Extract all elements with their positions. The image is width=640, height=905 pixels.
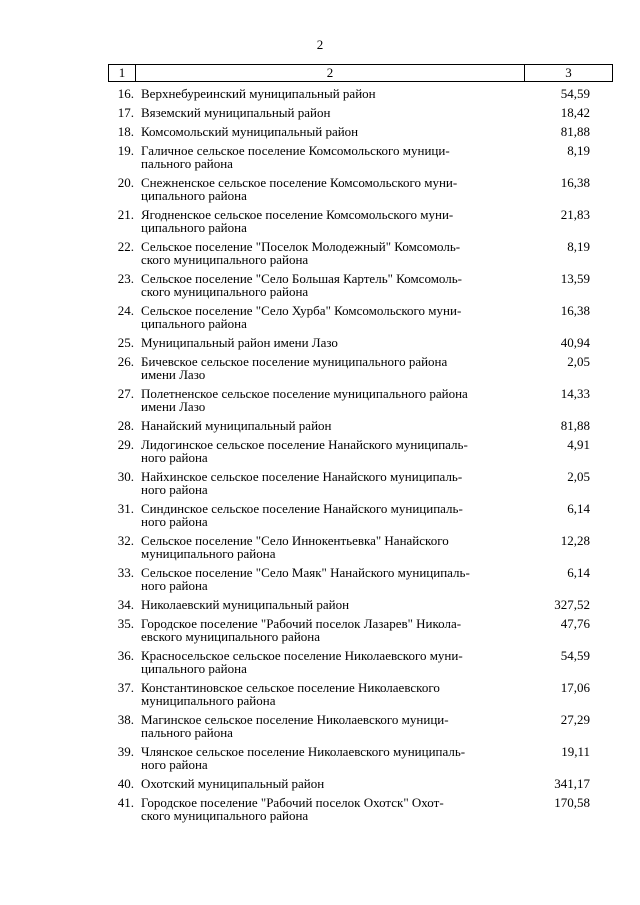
table-row <box>0 745 640 777</box>
row-number: 41. <box>117 795 134 810</box>
table-row <box>0 304 640 336</box>
table-row <box>0 470 640 502</box>
table-row <box>0 336 640 355</box>
row-value: 21,83 <box>560 207 590 222</box>
row-value: 40,94 <box>560 335 590 350</box>
row-name: Лидогинское сельское поселение Нанайского муниципаль- ного района <box>141 437 468 465</box>
row-value: 2,05 <box>567 354 590 369</box>
row-name: Члянское сельское поселение Николаевского муниципаль- ного района <box>141 744 466 772</box>
row-number: 39. <box>117 744 134 759</box>
row-number: 37. <box>117 680 134 695</box>
table-row <box>0 106 640 125</box>
table-row <box>0 649 640 681</box>
table-row <box>0 713 640 745</box>
row-number: 30. <box>117 469 134 484</box>
row-number: 21. <box>117 207 134 222</box>
row-number: 36. <box>117 648 134 663</box>
row-value: 341,17 <box>554 776 590 791</box>
row-number: 31. <box>117 501 134 516</box>
row-name: Синдинское сельское поселение Нанайского муниципаль- ного района <box>141 501 463 529</box>
table-row <box>0 681 640 713</box>
row-name: Магинское сельское поселение Николаевского муници- пального района <box>141 712 449 740</box>
column-header-2: 2 <box>136 65 525 82</box>
row-name: Бичевское сельское поселение муниципального района имени Лазо <box>141 354 448 382</box>
row-name: Ягодненское сельское поселение Комсомольского муни- ципального района <box>141 207 454 235</box>
row-value: 17,06 <box>560 680 590 695</box>
table-row <box>0 387 640 419</box>
row-value: 8,19 <box>567 239 590 254</box>
row-value: 16,38 <box>560 175 590 190</box>
row-value: 81,88 <box>560 124 590 139</box>
row-name: Сельское поселение "Село Большая Картель" Комсомоль- ского муниципального района <box>141 271 463 299</box>
row-number: 25. <box>117 335 134 350</box>
row-name: Сельское поселение "Село Хурба" Комсомольского муни- ципального района <box>141 303 462 331</box>
row-number: 28. <box>117 418 134 433</box>
row-name: Комсомольский муниципальный район <box>141 124 359 139</box>
row-value: 18,42 <box>560 105 590 120</box>
row-name: Николаевский муниципальный район <box>141 597 350 612</box>
table-row <box>0 240 640 272</box>
row-name: Городское поселение "Рабочий поселок Лазарев" Никола- евского муниципального района <box>141 616 462 644</box>
row-value: 13,59 <box>560 271 590 286</box>
row-number: 35. <box>117 616 134 631</box>
table-row <box>0 598 640 617</box>
row-number: 38. <box>117 712 134 727</box>
row-value: 54,59 <box>560 86 590 101</box>
row-name: Найхинское сельское поселение Нанайского муниципаль- ного района <box>141 469 463 497</box>
row-value: 8,19 <box>567 143 590 158</box>
row-value: 4,91 <box>567 437 590 452</box>
table-row <box>0 438 640 470</box>
row-name: Сельское поселение "Село Маяк" Нанайского муниципаль- ного района <box>141 565 470 593</box>
row-name: Галичное сельское поселение Комсомольского муници- пального района <box>141 143 450 171</box>
row-number: 20. <box>117 175 134 190</box>
table-row <box>0 125 640 144</box>
table-row <box>0 144 640 176</box>
table-row <box>0 502 640 534</box>
table-row <box>0 419 640 438</box>
row-name: Красносельское сельское поселение Николаевского муни- ципального района <box>141 648 463 676</box>
page-number: 2 <box>316 37 324 52</box>
row-number: 19. <box>117 143 134 158</box>
row-name: Верхнебуреинский муниципальный район <box>141 86 376 101</box>
row-value: 14,33 <box>560 386 590 401</box>
row-number: 22. <box>117 239 134 254</box>
row-value: 6,14 <box>567 565 590 580</box>
row-value: 2,05 <box>567 469 590 484</box>
row-number: 40. <box>117 776 134 791</box>
row-name: Городское поселение "Рабочий поселок Охотск" Охот- ского муниципального района <box>141 795 444 823</box>
row-value: 12,28 <box>560 533 590 548</box>
row-number: 24. <box>117 303 134 318</box>
row-value: 27,29 <box>560 712 590 727</box>
row-name: Вяземский муниципальный район <box>141 105 331 120</box>
table-row <box>0 208 640 240</box>
row-number: 16. <box>117 86 134 101</box>
table-row <box>0 272 640 304</box>
row-number: 32. <box>117 533 134 548</box>
column-header-3: 3 <box>525 65 613 82</box>
row-value: 16,38 <box>560 303 590 318</box>
table-row <box>0 777 640 796</box>
table-row <box>0 617 640 649</box>
column-header-table <box>108 64 613 82</box>
row-value: 54,59 <box>560 648 590 663</box>
row-value: 81,88 <box>560 418 590 433</box>
row-number: 18. <box>117 124 134 139</box>
table-row <box>0 176 640 208</box>
table-row <box>0 87 640 106</box>
table-row <box>0 355 640 387</box>
table-row <box>0 566 640 598</box>
row-value: 327,52 <box>554 597 590 612</box>
row-number: 17. <box>117 105 134 120</box>
row-number: 29. <box>117 437 134 452</box>
column-header-row <box>109 65 613 82</box>
row-name: Снежненское сельское поселение Комсомольского муни- ципального района <box>141 175 458 203</box>
row-name: Охотский муниципальный район <box>141 776 325 791</box>
row-name: Константиновское сельское поселение Николаевского муниципального района <box>141 680 440 708</box>
row-number: 34. <box>117 597 134 612</box>
row-name: Сельское поселение "Село Иннокентьевка" Нанайского муниципального района <box>141 533 449 561</box>
row-name: Сельское поселение "Поселок Молодежный" Комсомоль- ского муниципального района <box>141 239 461 267</box>
table-body <box>0 87 640 828</box>
table-row <box>0 796 640 828</box>
row-number: 26. <box>117 354 134 369</box>
row-value: 170,58 <box>554 795 590 810</box>
row-name: Полетненское сельское поселение муниципального района имени Лазо <box>141 386 468 414</box>
row-value: 19,11 <box>561 744 590 759</box>
column-header-1: 1 <box>109 65 136 82</box>
row-value: 6,14 <box>567 501 590 516</box>
row-name: Муниципальный район имени Лазо <box>141 335 338 350</box>
row-name: Нанайский муниципальный район <box>141 418 332 433</box>
row-number: 33. <box>117 565 134 580</box>
row-number: 27. <box>117 386 134 401</box>
row-value: 47,76 <box>560 616 590 631</box>
table-row <box>0 534 640 566</box>
row-number: 23. <box>117 271 134 286</box>
